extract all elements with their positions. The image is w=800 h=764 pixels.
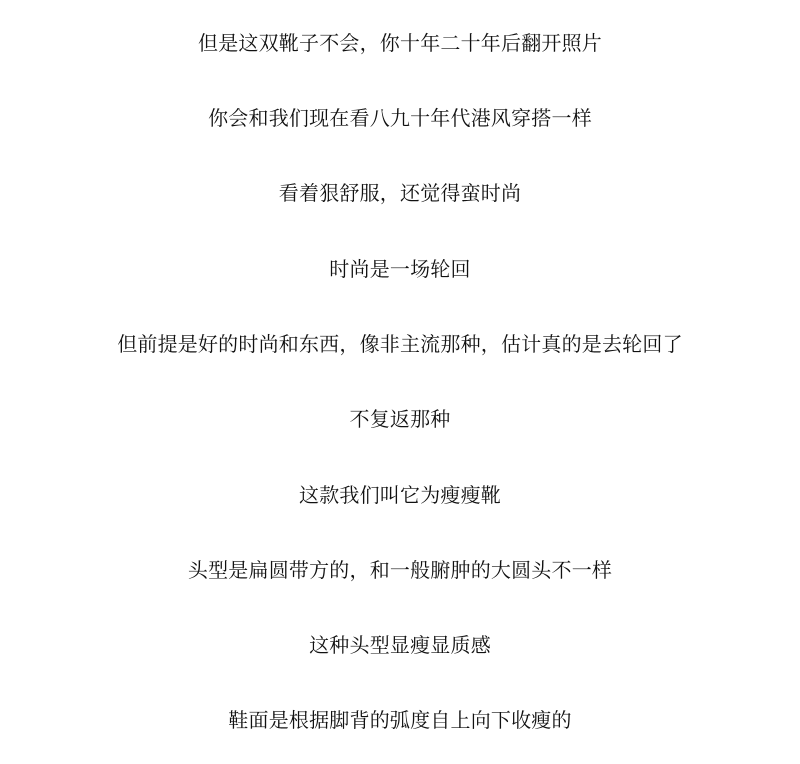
text-line: 这款我们叫它为瘦瘦靴	[299, 483, 501, 507]
text-line: 但前提是好的时尚和东西，像非主流那种，估计真的是去轮回了	[117, 332, 683, 356]
text-line: 鞋面是根据脚背的弧度自上向下收瘦的	[228, 708, 572, 732]
text-line: 头型是扁圆带方的，和一般腑肿的大圆头不一样	[187, 558, 613, 582]
text-line: 看着狠舒服，还觉得蛮时尚	[278, 181, 522, 205]
text-line: 你会和我们现在看八九十年代港风穿搭一样	[208, 106, 592, 130]
text-line: 不复返那种	[349, 407, 451, 431]
text-line: 这种头型显瘦显质感	[309, 633, 491, 657]
text-line: 但是这双靴子不会，你十年二十年后翻开照片	[198, 31, 602, 55]
text-line: 时尚是一场轮回	[329, 257, 471, 281]
